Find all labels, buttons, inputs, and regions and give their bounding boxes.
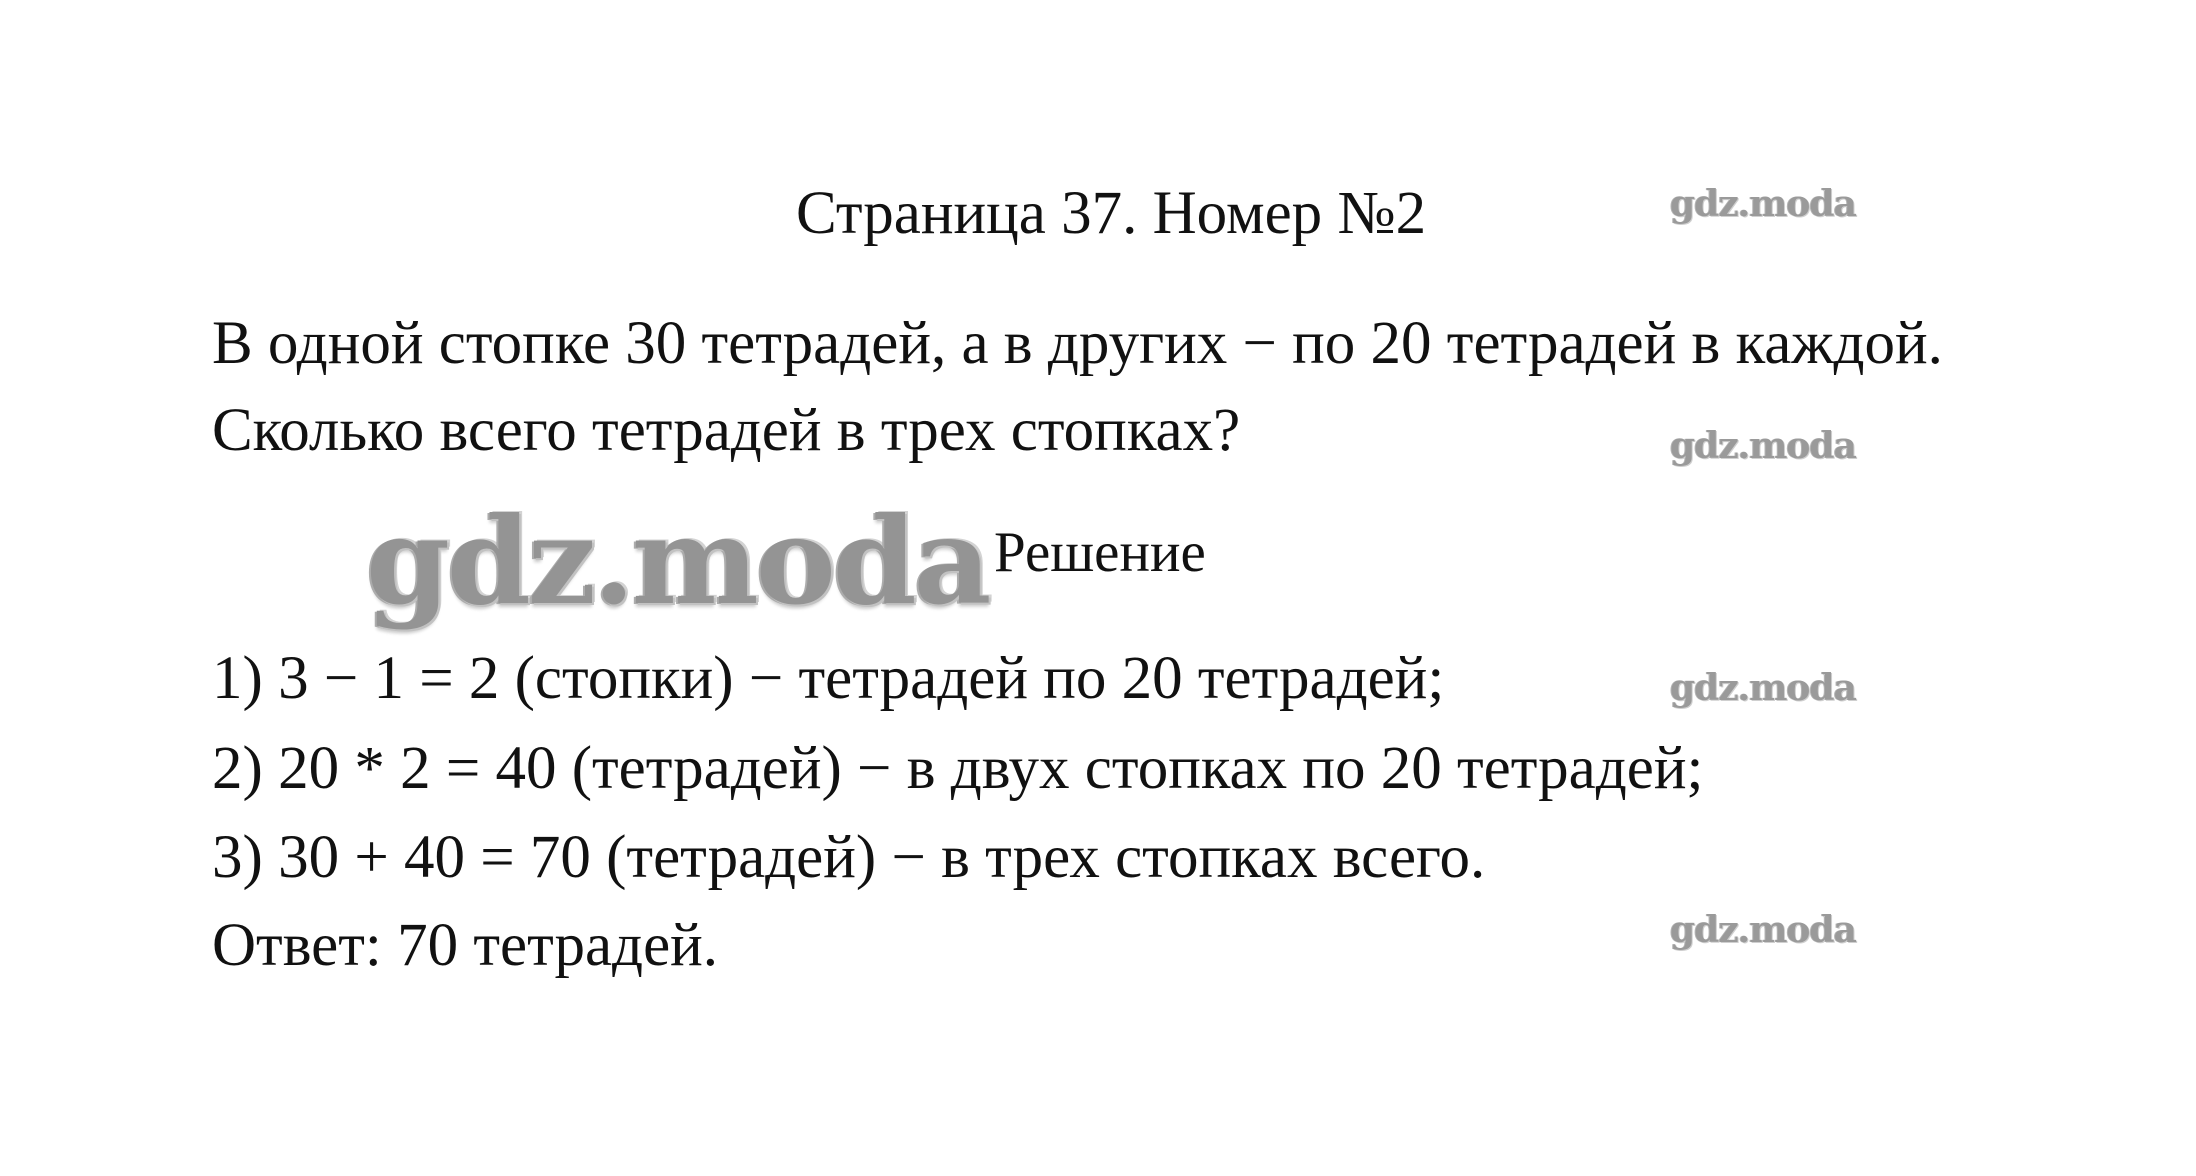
page-title: Страница 37. Номер №2 (796, 180, 1427, 247)
watermark-logo: gdz.moda (1670, 667, 1856, 709)
problem-text-line-2: Сколько всего тетрадей в трех стопках? (212, 397, 1241, 464)
problem-text-line-1: В одной стопке 30 тетрадей, а в других − по 20 тетрадей в каждой. (212, 310, 1943, 377)
solution-step-2: 2) 20 * 2 = 40 (тетрадей) − в двух стопках по 20 тетрадей; (212, 735, 1704, 802)
watermark-logo-large: gdz.moda (366, 491, 989, 632)
watermark-logo: gdz.moda (1670, 425, 1856, 467)
watermark-logo: gdz.moda (1670, 183, 1856, 225)
solution-step-1: 1) 3 − 1 = 2 (стопки) − тетрадей по 20 тетрадей; (212, 645, 1445, 712)
answer-text: Ответ: 70 тетрадей. (212, 912, 719, 979)
watermark-logo: gdz.moda (1670, 909, 1856, 951)
solution-step-3: 3) 30 + 40 = 70 (тетрадей) − в трех стопках всего. (212, 824, 1486, 891)
solution-heading: Решение (994, 521, 1206, 584)
